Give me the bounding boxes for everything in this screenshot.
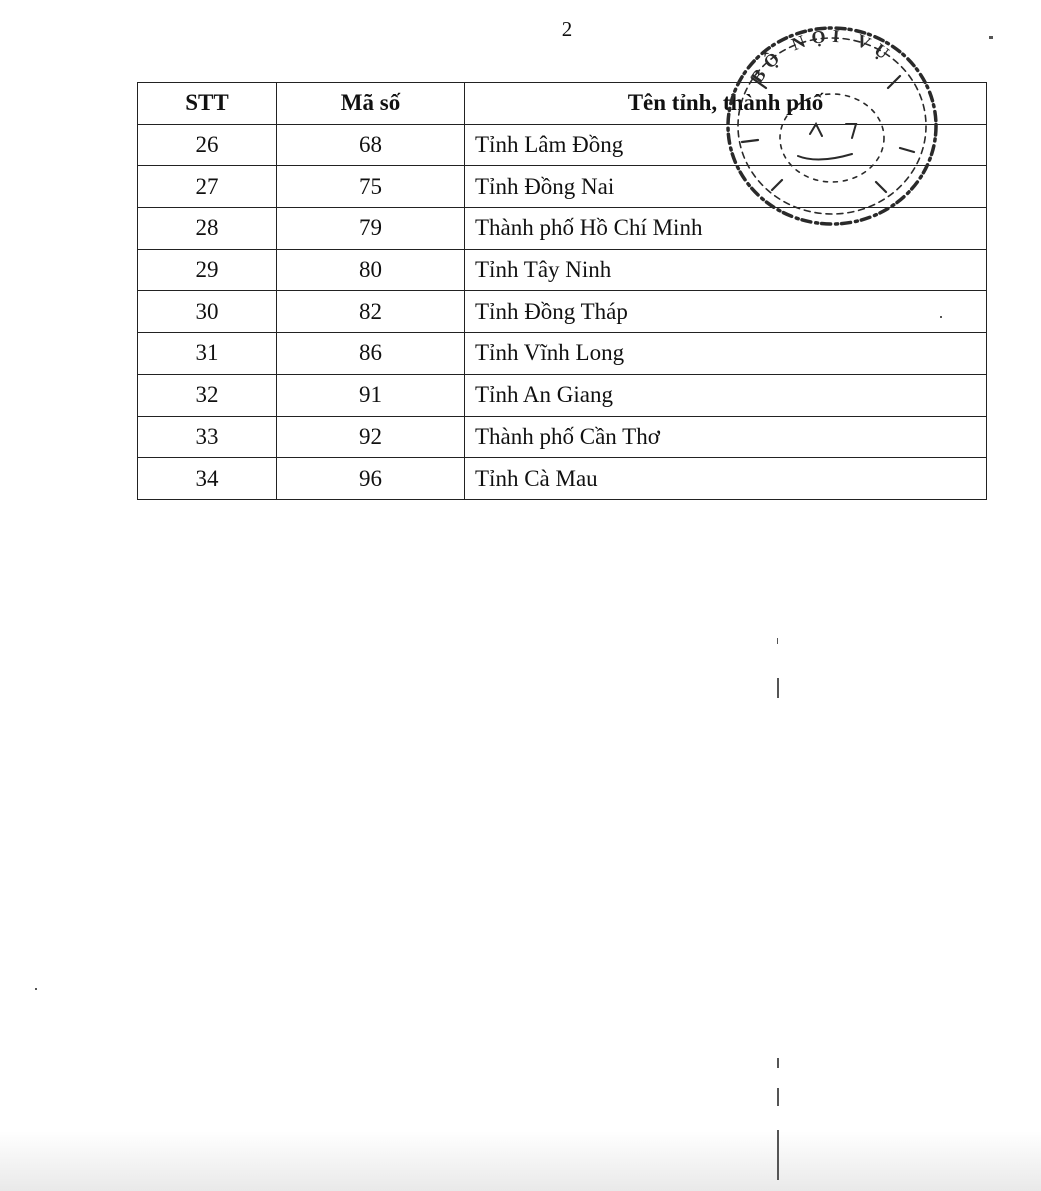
row-stt: 32	[138, 374, 277, 416]
table-row	[138, 124, 987, 166]
header-code: Mã số	[277, 83, 465, 125]
row-code: 82	[277, 291, 465, 333]
row-province-name: Tỉnh Đồng Tháp	[465, 291, 987, 333]
scan-artifact	[777, 1058, 779, 1068]
table-header-row	[138, 83, 987, 125]
row-stt: 27	[138, 166, 277, 208]
table-row	[138, 166, 987, 208]
row-code: 96	[277, 458, 465, 500]
header-stt: STT	[138, 83, 277, 125]
row-province-name: Tỉnh Tây Ninh	[465, 249, 987, 291]
row-province-name: Tỉnh Lâm Đồng	[465, 124, 987, 166]
row-province-name: Thành phố Cần Thơ	[465, 416, 987, 458]
row-code: 68	[277, 124, 465, 166]
row-province-name: Tỉnh Cà Mau	[465, 458, 987, 500]
row-stt: 31	[138, 333, 277, 375]
page-number: 2	[561, 17, 573, 41]
scan-artifact	[777, 638, 778, 644]
scan-artifact	[777, 1088, 779, 1106]
row-stt: 26	[138, 124, 277, 166]
row-stt: 30	[138, 291, 277, 333]
table-row	[138, 458, 987, 500]
row-code: 92	[277, 416, 465, 458]
table-row	[138, 291, 987, 333]
row-code: 91	[277, 374, 465, 416]
province-code-table	[137, 82, 987, 500]
row-stt: 28	[138, 208, 277, 250]
row-province-name: Tỉnh An Giang	[465, 374, 987, 416]
row-province-name: Tỉnh Vĩnh Long	[465, 333, 987, 375]
scan-artifact	[940, 316, 942, 318]
svg-text:BỘ NỘI VỤ: BỘ NỘI VỤ	[746, 25, 898, 87]
scan-artifact	[35, 988, 37, 990]
table-row	[138, 374, 987, 416]
row-province-name: Tỉnh Đồng Nai	[465, 166, 987, 208]
header-province-name: Tên tỉnh, thành phố	[465, 83, 987, 125]
table-row	[138, 249, 987, 291]
row-stt: 34	[138, 458, 277, 500]
scan-artifact	[777, 1130, 779, 1180]
scan-shadow	[0, 1131, 1041, 1191]
row-code: 80	[277, 249, 465, 291]
row-stt: 29	[138, 249, 277, 291]
table-row	[138, 208, 987, 250]
scan-artifact	[777, 678, 779, 698]
table-row	[138, 416, 987, 458]
row-code: 75	[277, 166, 465, 208]
table-row	[138, 333, 987, 375]
row-province-name: Thành phố Hồ Chí Minh	[465, 208, 987, 250]
row-code: 79	[277, 208, 465, 250]
scan-artifact	[989, 36, 993, 39]
row-stt: 33	[138, 416, 277, 458]
row-code: 86	[277, 333, 465, 375]
